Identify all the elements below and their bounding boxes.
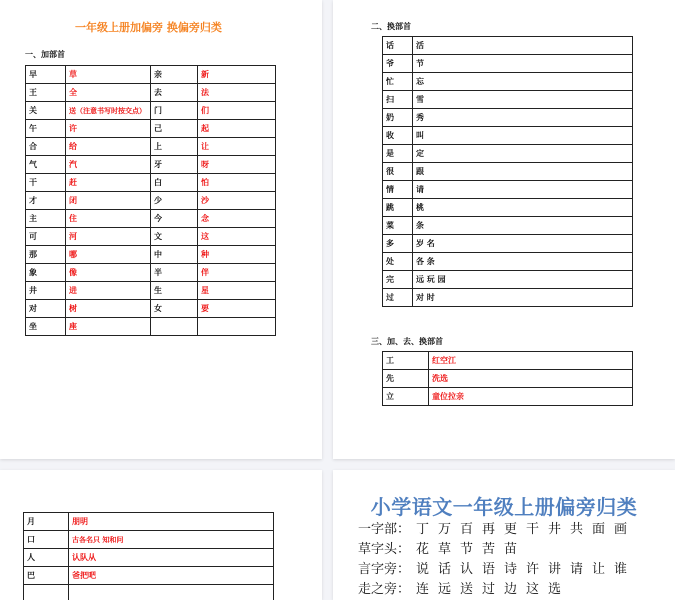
table-row	[26, 174, 276, 192]
derived-character-cell: 哪	[66, 246, 151, 264]
derived-character-cell: 河	[66, 228, 151, 246]
base-character-cell: 女	[151, 300, 198, 318]
derived-character-cell: 伴	[198, 264, 276, 282]
derived-character-cell: 种	[198, 246, 276, 264]
derived-character-cell: 们	[198, 102, 276, 120]
base-character-cell: 关	[26, 102, 66, 120]
derived-character-cell: 让	[198, 138, 276, 156]
table-row	[26, 66, 276, 84]
derived-character-cell: 跟	[413, 163, 633, 181]
base-character-cell: 月	[24, 513, 69, 531]
radical-category-characters: 连远送过边这选	[416, 582, 570, 597]
table-row	[383, 370, 633, 388]
table-row	[24, 549, 274, 567]
radical-category-label: 走之旁：	[358, 578, 416, 597]
table-row	[24, 585, 274, 600]
radical-group-table	[23, 512, 274, 600]
base-character-cell: 门	[151, 102, 198, 120]
table-row	[24, 567, 274, 585]
table-row	[26, 156, 276, 174]
derived-character-cell: 起	[198, 120, 276, 138]
derived-character-cell: 给	[66, 138, 151, 156]
derived-character-cell: 沙	[198, 192, 276, 210]
derived-character-cell: 住	[66, 210, 151, 228]
derived-character-cell: 岁 名	[413, 235, 633, 253]
radical-classification-title: 小学语文一年级上册偏旁归类	[333, 491, 675, 520]
base-character-cell	[24, 585, 69, 600]
section-heading-add-radical: 一、加部首	[25, 49, 65, 60]
table-row	[383, 55, 633, 73]
radical-category-characters: 丁万百再更干井共面画	[416, 522, 636, 537]
derived-character-cell: 各 条	[413, 253, 633, 271]
radical-category-label: 一字部：	[358, 518, 416, 537]
base-character-cell: 文	[151, 228, 198, 246]
derived-character-cell: 对 时	[413, 289, 633, 307]
derived-character-cell: 念	[198, 210, 276, 228]
base-character-cell: 完	[383, 271, 413, 289]
table-row	[383, 217, 633, 235]
derived-character-cell: 条	[413, 217, 633, 235]
base-character-cell: 对	[26, 300, 66, 318]
document-page-2	[333, 0, 675, 459]
base-character-cell: 可	[26, 228, 66, 246]
base-character-cell: 巴	[24, 567, 69, 585]
radical-category-characters: 说话认语诗许讲请让谁	[416, 562, 636, 577]
table-row	[383, 253, 633, 271]
base-character-cell: 少	[151, 192, 198, 210]
table-row	[383, 199, 633, 217]
table-row	[24, 531, 274, 549]
table-row	[26, 210, 276, 228]
base-character-cell: 多	[383, 235, 413, 253]
base-character-cell: 合	[26, 138, 66, 156]
derived-character-cell	[198, 318, 276, 336]
base-character-cell: 那	[26, 246, 66, 264]
radical-category-line	[358, 518, 636, 537]
table-row	[26, 120, 276, 138]
table-row	[26, 318, 276, 336]
base-character-cell: 象	[26, 264, 66, 282]
derived-character-cell: 认队从	[69, 549, 274, 567]
base-character-cell: 菜	[383, 217, 413, 235]
derived-character-cell: 秀	[413, 109, 633, 127]
table-row	[26, 84, 276, 102]
base-character-cell: 工	[383, 352, 429, 370]
base-character-cell: 立	[383, 388, 429, 406]
add-remove-change-table	[382, 351, 633, 406]
base-character-cell: 中	[151, 246, 198, 264]
base-character-cell: 去	[151, 84, 198, 102]
table-row	[383, 271, 633, 289]
base-character-cell: 过	[383, 289, 413, 307]
derived-character-cell: 送（注意书写时按交点）	[66, 102, 151, 120]
base-character-cell: 收	[383, 127, 413, 145]
derived-character-cell: 远 玩 园	[413, 271, 633, 289]
derived-character-cell: 进	[66, 282, 151, 300]
base-character-cell: 上	[151, 138, 198, 156]
table-row	[383, 109, 633, 127]
derived-character-cell: 像	[66, 264, 151, 282]
derived-character-cell: 要	[198, 300, 276, 318]
base-character-cell: 今	[151, 210, 198, 228]
base-character-cell: 干	[26, 174, 66, 192]
base-character-cell: 爷	[383, 55, 413, 73]
radical-category-line	[358, 538, 526, 557]
derived-character-cell: 座	[66, 318, 151, 336]
table-row	[383, 388, 633, 406]
add-radical-table	[25, 65, 276, 336]
base-character-cell: 气	[26, 156, 66, 174]
document-page-3	[0, 470, 322, 600]
table-row	[26, 192, 276, 210]
derived-character-cell: 这	[198, 228, 276, 246]
base-character-cell: 生	[151, 282, 198, 300]
base-character-cell: 忙	[383, 73, 413, 91]
base-character-cell: 牙	[151, 156, 198, 174]
derived-character-cell: 草	[66, 66, 151, 84]
base-character-cell: 口	[24, 531, 69, 549]
table-row	[383, 352, 633, 370]
table-row	[383, 73, 633, 91]
radical-category-line	[358, 558, 636, 577]
table-row	[383, 145, 633, 163]
base-character-cell: 早	[26, 66, 66, 84]
derived-character-cell: 星	[198, 282, 276, 300]
table-row	[383, 235, 633, 253]
derived-character-cell: 叫	[413, 127, 633, 145]
derived-character-cell: 新	[198, 66, 276, 84]
base-character-cell: 是	[383, 145, 413, 163]
derived-character-cell: 树	[66, 300, 151, 318]
derived-character-cell: 童位拉亲	[429, 388, 633, 406]
derived-character-cell	[69, 585, 274, 600]
derived-character-cell: 许	[66, 120, 151, 138]
base-character-cell: 己	[151, 120, 198, 138]
base-character-cell: 坐	[26, 318, 66, 336]
derived-character-cell: 忘	[413, 73, 633, 91]
document-page-1	[0, 0, 322, 459]
derived-character-cell: 朋明	[69, 513, 274, 531]
table-row	[26, 102, 276, 120]
radical-category-label: 草字头：	[358, 538, 416, 557]
base-character-cell: 很	[383, 163, 413, 181]
radical-category-label: 言字旁：	[358, 558, 416, 577]
table-row	[383, 181, 633, 199]
base-character-cell: 亲	[151, 66, 198, 84]
table-row	[383, 163, 633, 181]
derived-character-cell: 古各名只 知和问	[69, 531, 274, 549]
derived-character-cell: 汽	[66, 156, 151, 174]
document-page-4	[333, 470, 675, 600]
table-row	[26, 246, 276, 264]
base-character-cell: 人	[24, 549, 69, 567]
derived-character-cell: 闭	[66, 192, 151, 210]
table-row	[26, 300, 276, 318]
table-row	[24, 513, 274, 531]
radical-category-characters: 花草节苦苗	[416, 542, 526, 557]
base-character-cell: 奶	[383, 109, 413, 127]
base-character-cell: 处	[383, 253, 413, 271]
base-character-cell: 话	[383, 37, 413, 55]
derived-character-cell: 请	[413, 181, 633, 199]
base-character-cell: 扫	[383, 91, 413, 109]
derived-character-cell: 全	[66, 84, 151, 102]
base-character-cell: 先	[383, 370, 429, 388]
table-row	[26, 282, 276, 300]
table-row	[383, 37, 633, 55]
derived-character-cell: 节	[413, 55, 633, 73]
change-radical-table	[382, 36, 633, 307]
base-character-cell: 情	[383, 181, 413, 199]
base-character-cell: 主	[26, 210, 66, 228]
base-character-cell	[151, 318, 198, 336]
base-character-cell: 井	[26, 282, 66, 300]
derived-character-cell: 呀	[198, 156, 276, 174]
radical-category-line	[358, 578, 570, 597]
base-character-cell: 半	[151, 264, 198, 282]
derived-character-cell: 怕	[198, 174, 276, 192]
base-character-cell: 跳	[383, 199, 413, 217]
table-row	[383, 289, 633, 307]
table-row	[26, 264, 276, 282]
derived-character-cell: 雪	[413, 91, 633, 109]
derived-character-cell: 赶	[66, 174, 151, 192]
table-row	[383, 91, 633, 109]
base-character-cell: 午	[26, 120, 66, 138]
derived-character-cell: 爸把吧	[69, 567, 274, 585]
section-heading-change-radical: 二、换部首	[371, 21, 411, 32]
derived-character-cell: 活	[413, 37, 633, 55]
document-title: 一年级上册加偏旁 换偏旁归类	[75, 19, 222, 35]
derived-character-cell: 桃	[413, 199, 633, 217]
base-character-cell: 王	[26, 84, 66, 102]
section-heading-add-remove-change: 三、加、去、换部首	[371, 336, 443, 347]
derived-character-cell: 洗选	[429, 370, 633, 388]
derived-character-cell: 红空江	[429, 352, 633, 370]
table-row	[26, 228, 276, 246]
table-row	[383, 127, 633, 145]
base-character-cell: 白	[151, 174, 198, 192]
table-row	[26, 138, 276, 156]
base-character-cell: 才	[26, 192, 66, 210]
derived-character-cell: 定	[413, 145, 633, 163]
derived-character-cell: 法	[198, 84, 276, 102]
